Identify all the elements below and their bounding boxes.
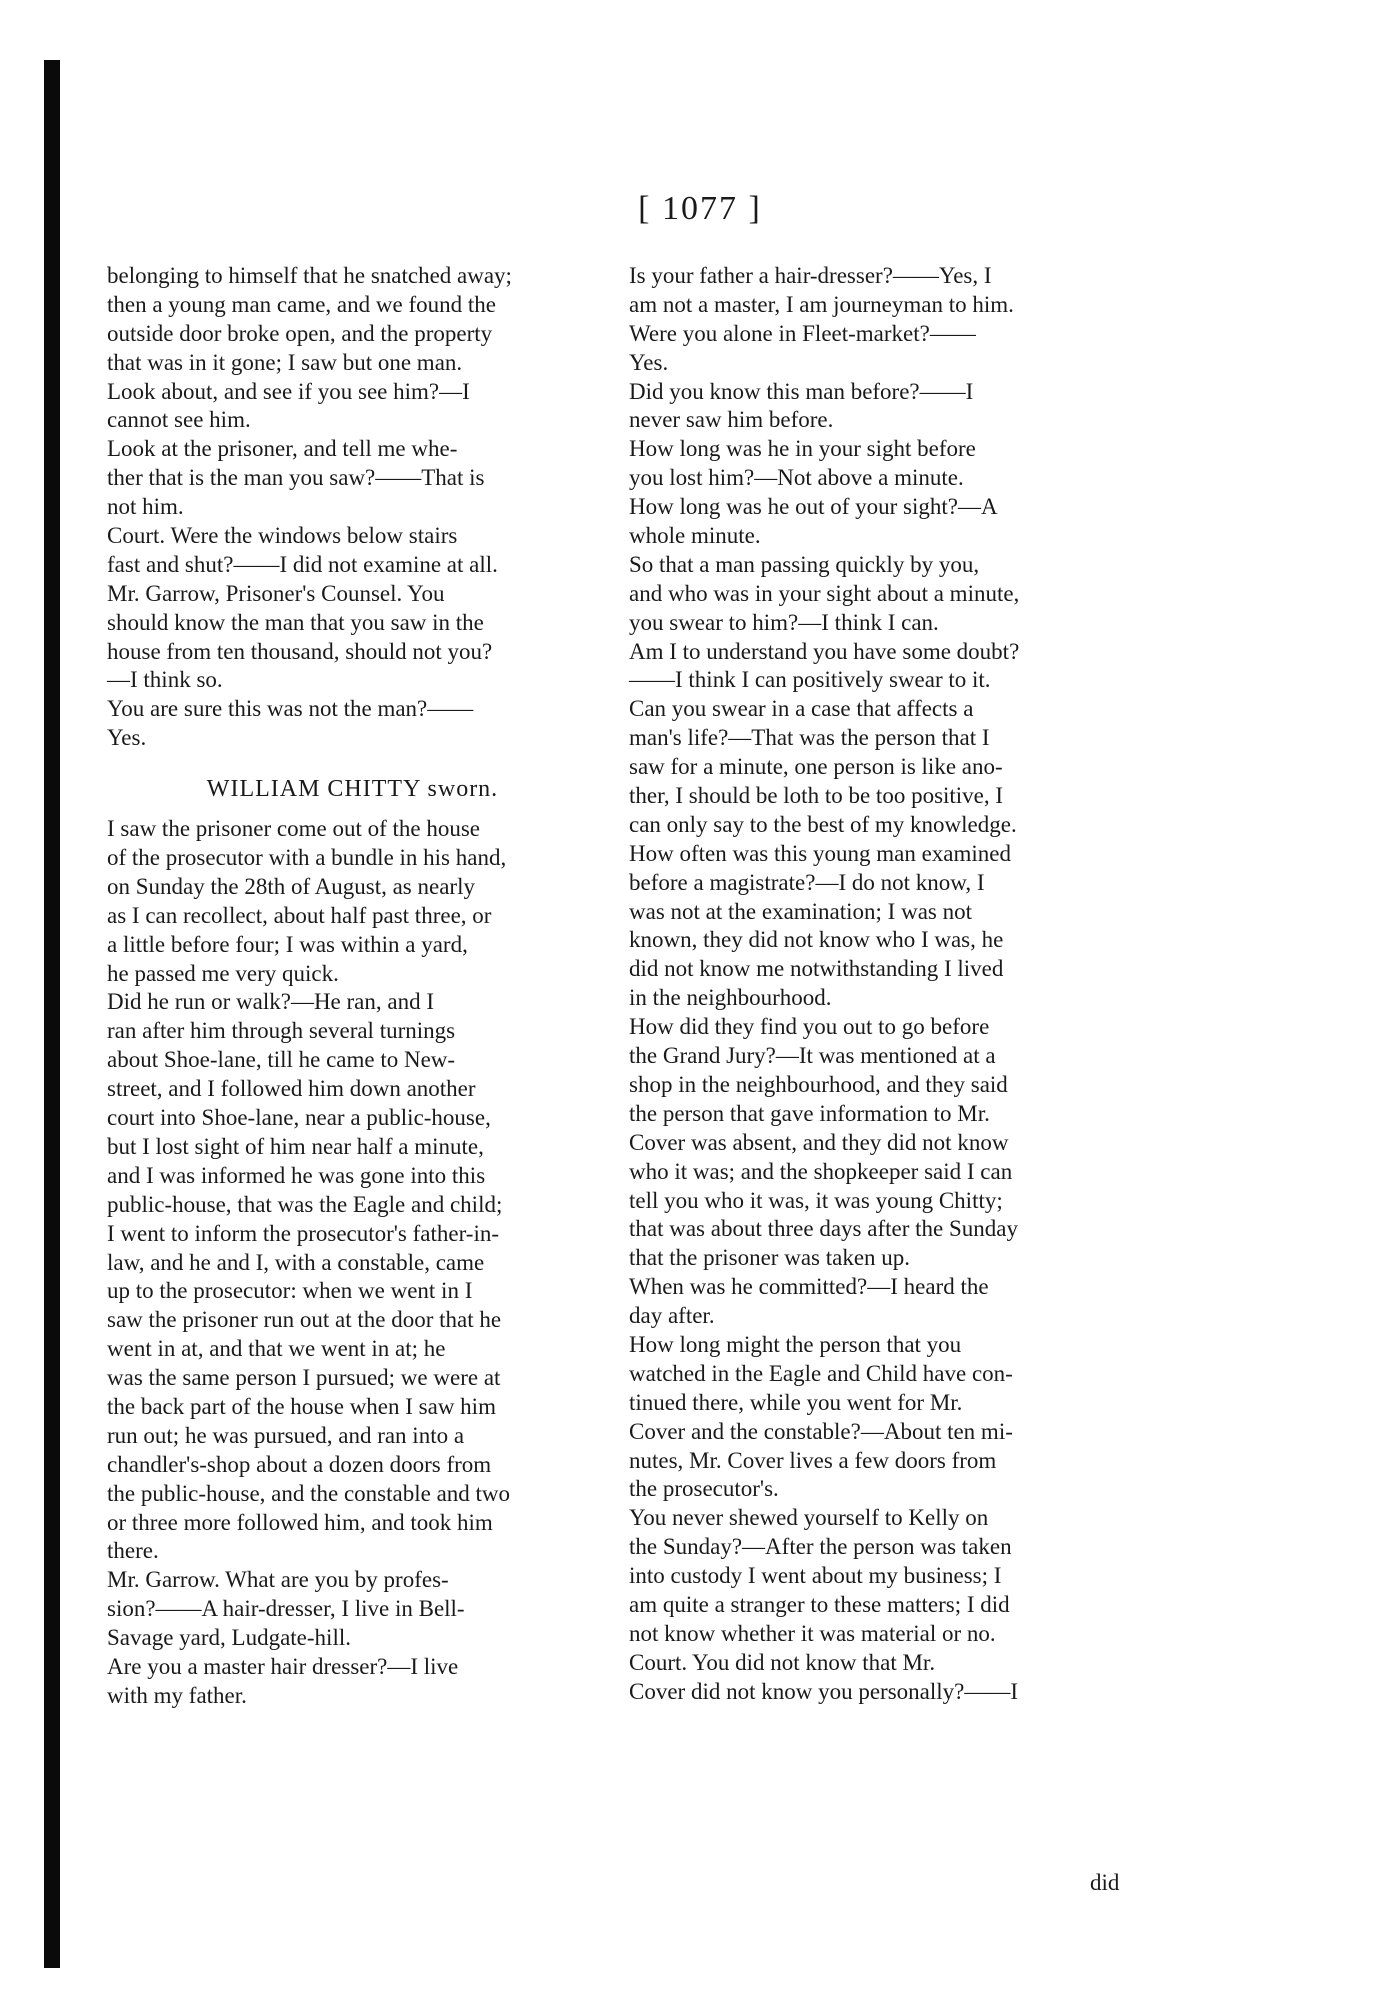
text-line: you lost him?—Not above a minute. [629, 465, 964, 491]
text-line: fast and shut?——I did not examine at all. [107, 551, 498, 577]
text-line: saw for a minute, one person is like ano- [629, 754, 1003, 780]
text-line: How did they find you out to go before [629, 1014, 990, 1040]
text-line: up to the prosecutor: when we went in I [107, 1278, 473, 1304]
text-line: How long might the person that you [629, 1331, 962, 1357]
text-line: Court. Were the windows below stairs [107, 523, 458, 549]
text-line: Mr. Garrow, Prisoner's Counsel. You [107, 580, 445, 606]
page-number: [ 1077 ] [638, 190, 762, 227]
text-line: I went to inform the prosecutor's father-in- [107, 1220, 499, 1246]
text-line: Can you swear in a case that affects a [629, 696, 974, 722]
binding-edge [44, 60, 60, 1968]
right-column [629, 262, 1125, 1707]
text-line: How long was he in your sight before [629, 436, 976, 462]
text-line: and who was in your sight about a minute, [629, 580, 1020, 606]
text-line: that was about three days after the Sunday [629, 1216, 1018, 1242]
text-line: court into Shoe-lane, near a public-house, [107, 1105, 491, 1131]
text-line: Yes. [107, 725, 147, 751]
text-line: sion?——A hair-dresser, I live in Bell- [107, 1596, 465, 1622]
text-line: then a young man came, and we found the [107, 291, 496, 317]
text-line: Did he run or walk?—He ran, and I [107, 989, 434, 1015]
text-line: known, they did not know who I was, he [629, 927, 1004, 953]
text-line: the back part of the house when I saw him [107, 1393, 496, 1419]
text-line: chandler's-shop about a dozen doors from [107, 1451, 492, 1477]
text-line: shop in the neighbourhood, and they said [629, 1071, 1008, 1097]
text-line: Did you know this man before?——I [629, 378, 974, 404]
text-line: belonging to himself that he snatched away; [107, 263, 512, 288]
text-line: Look at the prisoner, and tell me whe- [107, 436, 458, 462]
text-line: was not at the examination; I was not [629, 898, 973, 924]
text-line: or three more followed him, and took him [107, 1509, 493, 1535]
text-line: public-house, that was the Eagle and child; [107, 1191, 503, 1217]
text-line: am not a master, I am journeyman to him. [629, 291, 1014, 317]
text-line: run out; he was pursued, and ran into a [107, 1422, 465, 1448]
text-line: the Sunday?—After the person was taken [629, 1534, 1012, 1560]
text-line: was the same person I pursued; we were at [107, 1365, 501, 1391]
text-line: Were you alone in Fleet-market?—— [629, 320, 976, 346]
text-line: the prosecutor's. [629, 1476, 779, 1502]
text-line: not him. [107, 494, 184, 520]
text-line: How often was this young man examined [629, 840, 1011, 866]
text-line: who it was; and the shopkeeper said I can [629, 1158, 1013, 1184]
text-line: that was in it gone; I saw but one man. [107, 349, 463, 375]
text-line: nutes, Mr. Cover lives a few doors from [629, 1447, 997, 1473]
text-line: the person that gave information to Mr. [629, 1100, 990, 1126]
text-line: So that a man passing quickly by you, [629, 551, 980, 577]
text-line: the Grand Jury?—It was mentioned at a [629, 1043, 996, 1069]
text-line: about Shoe-lane, till he came to New- [107, 1047, 456, 1073]
text-line: a little before four; I was within a yard, [107, 931, 468, 957]
text-line: not know whether it was material or no. [629, 1620, 996, 1646]
text-line: did not know me notwithstanding I lived [629, 956, 1004, 982]
text-line: ——I think I can positively swear to it. [629, 667, 991, 693]
text-line: of the prosecutor with a bundle in his hand, [107, 845, 507, 871]
text-line: —I think so. [107, 667, 223, 693]
text-line: Savage yard, Ludgate-hill. [107, 1625, 351, 1651]
text-line: saw the prisoner run out at the door that he [107, 1307, 502, 1333]
section-heading: WILLIAM CHITTY sworn. [206, 776, 499, 803]
text-line: in the neighbourhood. [629, 985, 832, 1011]
text-line: Yes. [629, 349, 669, 375]
text-line: whole minute. [629, 523, 761, 549]
text-line: street, and I followed him down another [107, 1076, 476, 1102]
text-line: should know the man that you saw in the [107, 609, 484, 635]
text-line: Cover was absent, and they did not know [629, 1129, 1009, 1155]
text-line: went in at, and that we went in at; he [107, 1336, 446, 1362]
text-line: you swear to him?—I think I can. [629, 609, 939, 635]
text-line: and I was informed he was gone into this [107, 1162, 486, 1188]
text-line: Is your father a hair-dresser?——Yes, I [629, 263, 992, 288]
text-line: Look about, and see if you see him?—I [107, 378, 470, 404]
text-line: but I lost sight of him near half a minute, [107, 1133, 484, 1159]
text-line: never saw him before. [629, 407, 834, 433]
left-column [107, 262, 598, 1711]
text-line: ran after him through several turnings [107, 1018, 456, 1044]
text-line: am quite a stranger to these matters; I did [629, 1591, 1010, 1617]
left-text-block-2 [107, 815, 598, 1711]
text-line: Mr. Garrow. What are you by profes- [107, 1567, 449, 1593]
text-line: Are you a master hair dresser?—I live [107, 1653, 459, 1679]
text-line: Cover and the constable?—About ten mi- [629, 1418, 1013, 1444]
catchword: did [1090, 1870, 1120, 1895]
text-line: Am I to understand you have some doubt? [629, 638, 1020, 664]
text-line: ther that is the man you saw?——That is [107, 465, 485, 491]
text-line: the public-house, and the constable and two [107, 1480, 511, 1506]
text-line: tinued there, while you went for Mr. [629, 1389, 963, 1415]
text-line: Court. You did not know that Mr. [629, 1649, 936, 1675]
text-line: law, and he and I, with a constable, came [107, 1249, 485, 1275]
text-line: man's life?—That was the person that I [629, 725, 990, 751]
text-line: day after. [629, 1303, 715, 1329]
text-line: ther, I should be loth to be too positive, I [629, 783, 1004, 809]
text-line: on Sunday the 28th of August, as nearly [107, 873, 475, 899]
text-line: You are sure this was not the man?—— [107, 696, 474, 722]
text-line: outside door broke open, and the property [107, 320, 493, 346]
text-line: as I can recollect, about half past three, or [107, 902, 492, 928]
text-line: I saw the prisoner come out of the house [107, 816, 481, 842]
text-line: Cover did not know you personally?——I [629, 1678, 1019, 1704]
text-line: with my father. [107, 1682, 247, 1708]
text-line: before a magistrate?—I do not know, I [629, 869, 985, 895]
text-line: watched in the Eagle and Child have con- [629, 1360, 1013, 1386]
text-line: he passed me very quick. [107, 960, 339, 986]
text-line: that the prisoner was taken up. [629, 1245, 911, 1271]
text-line: When was he committed?—I heard the [629, 1274, 989, 1300]
left-text-block-1 [107, 262, 598, 753]
text-line: house from ten thousand, should not you? [107, 638, 493, 664]
right-text-block [629, 262, 1125, 1707]
text-line: cannot see him. [107, 407, 251, 433]
text-line: tell you who it was, it was young Chitty; [629, 1187, 1003, 1213]
text-line: How long was he out of your sight?—A [629, 494, 998, 520]
text-line: can only say to the best of my knowledge. [629, 811, 1017, 837]
text-line: there. [107, 1538, 159, 1564]
text-line: You never shewed yourself to Kelly on [629, 1505, 989, 1531]
text-line: into custody I went about my business; I [629, 1563, 1002, 1589]
